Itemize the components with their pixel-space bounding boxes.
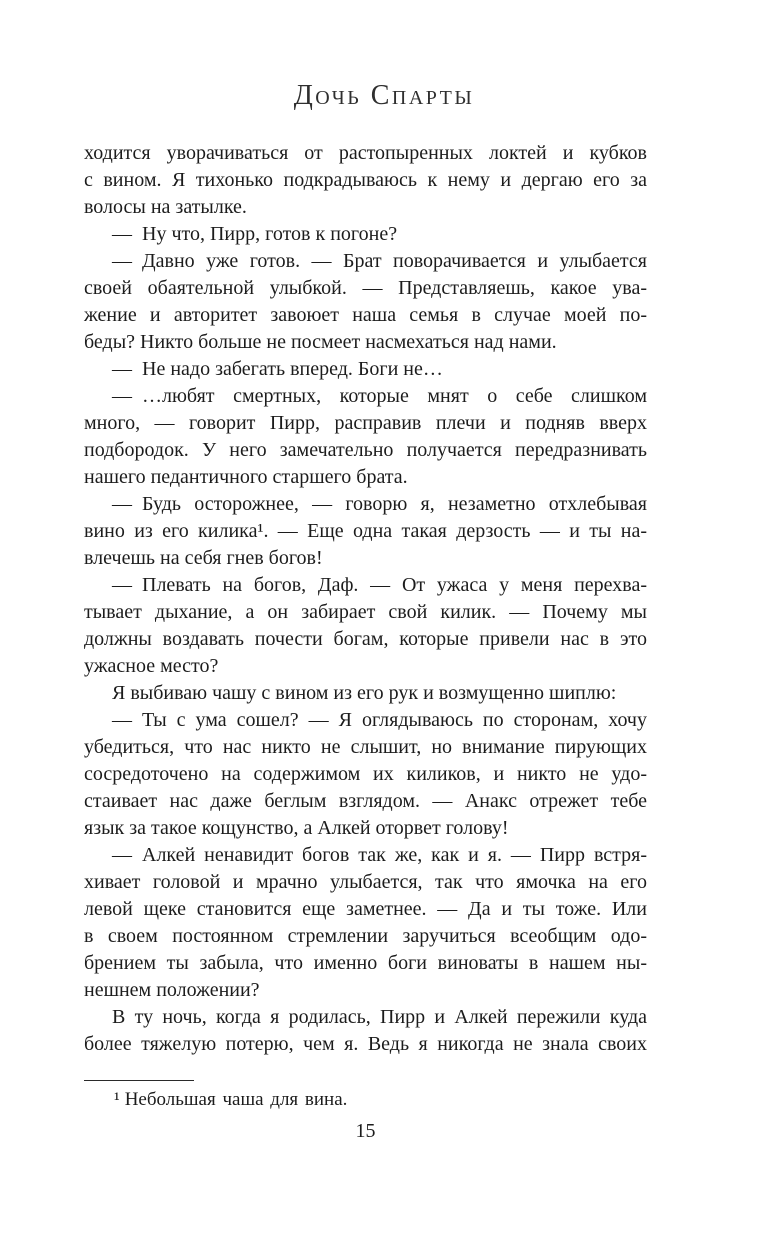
running-head: Дочь Спарты: [293, 80, 475, 111]
footnote-text: Небольшая чаша для вина.: [124, 1089, 348, 1110]
text-line: — Плевать на богов, Даф. — От ужаса у меня перехва-: [112, 574, 647, 596]
text-line: должны воздавать почести богам, которые привели нас в это: [84, 628, 647, 650]
body-text: [84, 140, 647, 1058]
text-line: подбородок. У него замечательно получается передразнивать: [84, 439, 647, 461]
paragraph: [84, 140, 647, 221]
paragraph: [84, 248, 647, 356]
text-line: брением ты забыла, что именно боги виноваты в нашем ны-: [84, 952, 647, 974]
text-line: тывает дыхание, а он забирает свой килик. — Почему мы: [84, 601, 647, 623]
text-line: — Будь осторожнее, — говорю я, незаметно отхлебывая: [112, 493, 647, 515]
text-line: в своем постоянном стремлении заручиться всеобщим одо-: [84, 925, 647, 947]
footnote: [84, 1088, 647, 1112]
text-line: левой щеке становится еще заметнее. — Да и ты тоже. Или: [84, 898, 647, 920]
text-line: волосы на затылке.: [84, 196, 247, 218]
text-line: жение и авторитет завоюет наша семья в случае моей по-: [84, 304, 647, 326]
text-line: — Давно уже готов. — Брат поворачивается и улыбается: [112, 250, 647, 272]
paragraph: [84, 491, 647, 572]
text-line: нашего педантичного старшего брата.: [84, 466, 408, 488]
text-line: много, — говорит Пирр, расправив плечи и подняв вверх: [84, 412, 647, 434]
page-number: 15: [355, 1120, 376, 1142]
text-line: — …любят смертных, которые мнят о себе слишком: [112, 385, 647, 407]
text-line: — Не надо забегать вперед. Боги не…: [112, 358, 443, 380]
paragraph: [84, 707, 647, 842]
text-line: ужасное место?: [84, 655, 219, 677]
text-line: — Алкей ненавидит богов так же, как и я. — Пирр встря-: [112, 844, 647, 866]
paragraph: [84, 572, 647, 680]
text-line: Я выбиваю чашу с вином из его рук и возмущенно шиплю:: [112, 682, 617, 704]
paragraph: [84, 383, 647, 491]
text-line: — Ну что, Пирр, готов к погоне?: [112, 223, 398, 245]
text-line: более тяжелую потерю, чем я. Ведь я никогда не знала своих: [84, 1033, 647, 1055]
text-line: стаивает нас даже беглым взглядом. — Анакс отрежет тебе: [84, 790, 647, 812]
text-line: хивает головой и мрачно улыбается, так что ямочка на его: [84, 871, 647, 893]
text-line: вино из его килика¹. — Еще одна такая дерзость — и ты на-: [84, 520, 647, 542]
text-line: своей обаятельной улыбкой. — Представляешь, какое ува-: [84, 277, 647, 299]
text-line: язык за такое кощунство, а Алкей оторвет голову!: [84, 817, 509, 839]
text-line: В ту ночь, когда я родилась, Пирр и Алкей пережили куда: [112, 1006, 647, 1028]
text-line: — Ты с ума сошел? — Я оглядываюсь по сторонам, хочу: [112, 709, 647, 731]
footnote-separator: [84, 1080, 194, 1081]
paragraph: [84, 680, 647, 707]
paragraph: [84, 842, 647, 1004]
text-line: нешнем положении?: [84, 979, 260, 1001]
text-line: убедиться, что нас никто не слышит, но внимание пирующих: [84, 736, 647, 758]
paragraph: [84, 1004, 647, 1058]
footnote-marker: ¹: [114, 1089, 120, 1110]
text-line: влечешь на себя гнев богов!: [84, 547, 323, 569]
text-line: сосредоточено на содержимом их киликов, и никто не удо-: [84, 763, 647, 785]
paragraph: [84, 221, 647, 248]
text-line: беды? Никто больше не посмеет насмехаться над нами.: [84, 331, 557, 353]
paragraph: [84, 356, 647, 383]
text-line: ходится уворачиваться от растопыренных локтей и кубков: [84, 142, 647, 164]
text-line: с вином. Я тихонько подкрадываюсь к нему и дергаю его за: [84, 169, 647, 191]
